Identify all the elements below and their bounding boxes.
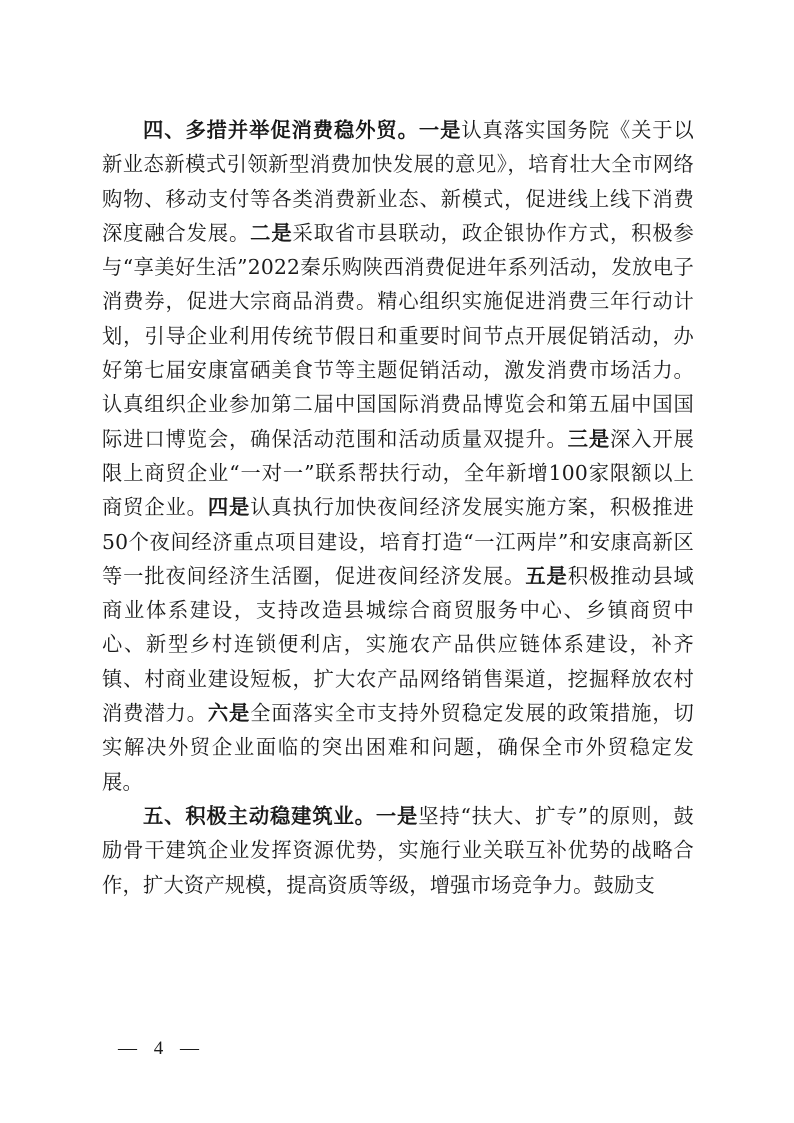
body-text: 坚持“扶大、扩专”的原则，鼓励骨干建筑企业发挥资源优势，实施行业关联互补优势的战略合作，扩大资产规模，提高资质等级，增强市场竞争力。鼓励支 [102,803,695,897]
item-label: 五是 [525,563,568,588]
paragraph-consumption-trade [102,113,694,799]
body-text: 深入开展限上商贸企业“一对一”联系帮扶行动，全年新增100家限额以上商贸企业。 [102,426,694,520]
body-text: 积极推动县域商业体系建设，支持改造县城综合商贸服务中心、乡镇商贸中心、新型乡村连锁便利店，实施农产品供应链体系建设，补齐镇、村商业建设短板，扩大农产品网络销售渠道，挖掘释放农村消费潜力。 [102,563,695,726]
item-label: 六是 [207,701,251,726]
page-number: — 4 — [118,1038,205,1059]
item-label: 一是 [375,803,419,828]
item-label: 二是 [250,220,293,245]
body-text: 认真落实国务院《关于以新业态新模式引领新型消费加快发展的意见》，培育壮大全市网络购物、移动支付等各类消费新业态、新模式，促进线上线下消费深度融合发展。 [102,118,695,245]
document-body [102,113,694,902]
item-label: 四是 [207,495,251,520]
paragraph-construction [102,799,694,902]
section-heading: 四、多措并举促消费稳外贸。 [143,118,419,142]
body-text: 采取省市县联动，政企银协作方式，积极参与“享美好生活”2022秦乐购陕西消费促进年系列活动，发放电子消费券，促进大宗商品消费。精心组织实施促进消费三年行动计划，引导企业利用传统节假日和重要时间节点开展促销活动，办好第七届安康富硒美食节等主题促销活动，激发消费市场活力。认真组织企业参加第二届中国国际消费品博览会和第五届中国国际进口博览会，确保活动范围和活动质量双提升。 [102,220,694,451]
item-label: 三是 [567,426,611,451]
body-text: 全面落实全市支持外贸稳定发展的政策措施，切实解决外贸企业面临的突出困难和问题，确保全市外贸稳定发展。 [102,701,694,794]
section-heading: 五、积极主动稳建筑业。 [143,803,376,828]
body-text: 认真执行加快夜间经济发展实施方案，积极推进50个夜间经济重点项目建设，培育打造“一江两岸”和安康高新区等一批夜间经济生活圈，促进夜间经济发展。 [102,495,694,588]
item-label: 一是 [418,118,462,142]
